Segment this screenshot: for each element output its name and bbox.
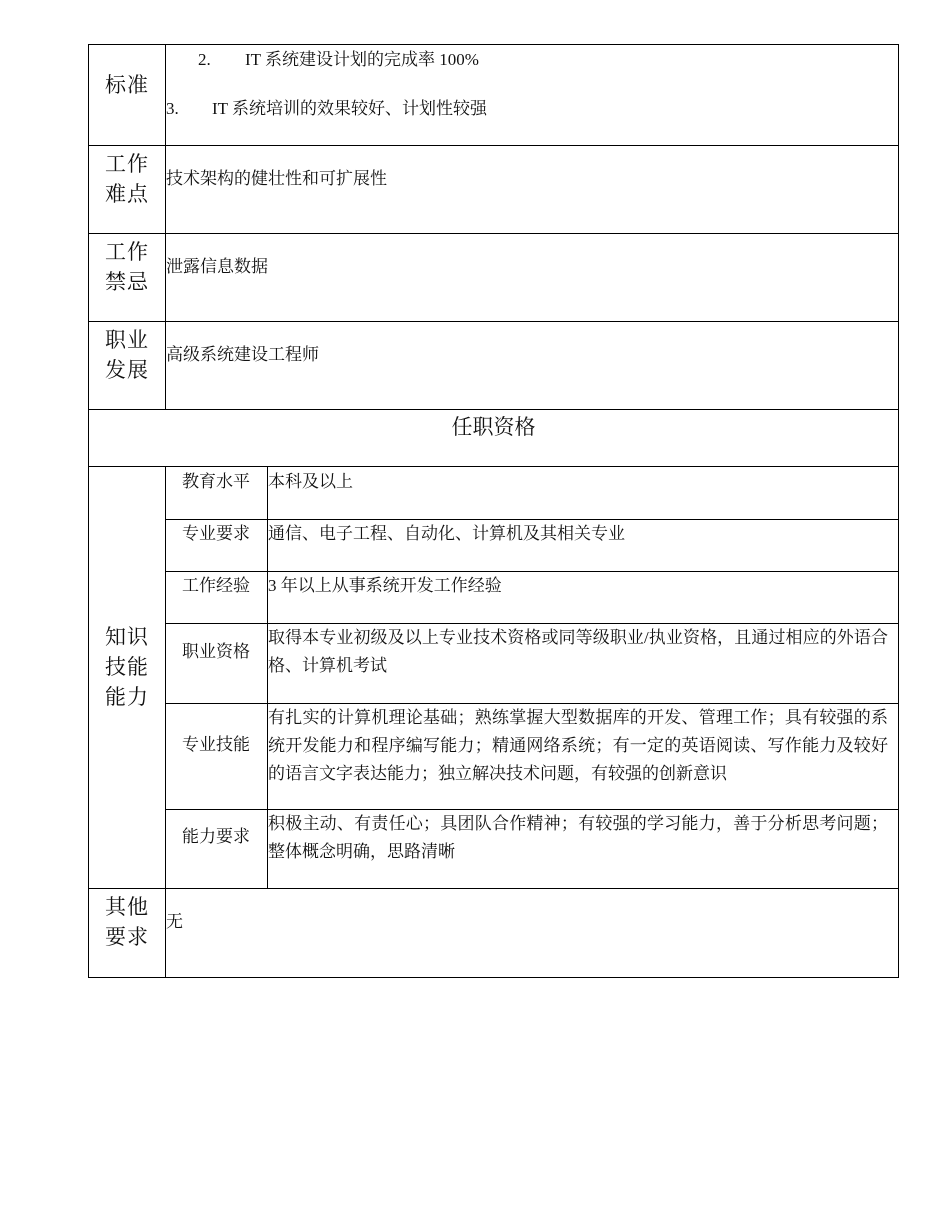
list-number: 2. xyxy=(198,50,211,69)
taboo-text: 泄露信息数据 xyxy=(166,257,268,276)
taboo-label xyxy=(89,237,165,297)
row-divider xyxy=(88,466,899,467)
label-line: 工作 xyxy=(105,152,149,176)
list-text: IT 系统建设计划的完成率 100% xyxy=(245,50,479,69)
skills-label: 专业技能 xyxy=(182,735,250,754)
qualification-title: 任职资格 xyxy=(451,415,536,439)
difficulty-text: 技术架构的健壮性和可扩展性 xyxy=(166,169,387,188)
certification-text: 取得本专业初级及以上专业技术资格或同等级职业/执业资格，且通过相应的外语合格、计算机考试 xyxy=(268,628,888,675)
certification-label: 职业资格 xyxy=(182,642,250,661)
major-label: 专业要求 xyxy=(182,524,250,543)
row-divider xyxy=(88,321,899,322)
label-line: 其他 xyxy=(105,895,149,919)
experience-text: 3 年以上从事系统开发工作经验 xyxy=(268,576,502,595)
experience-label: 工作经验 xyxy=(182,576,250,595)
standard-label: 标准 xyxy=(105,73,149,97)
list-number: 3. xyxy=(166,99,179,118)
label-line: 工作 xyxy=(105,240,149,264)
ability-label: 能力要求 xyxy=(182,827,250,846)
knowledge-skills-label xyxy=(89,622,165,712)
label-line: 职业 xyxy=(105,328,149,352)
other-label xyxy=(89,892,165,952)
skills-text: 有扎实的计算机理论基础；熟练掌握大型数据库的开发、管理工作；具有较强的系统开发能力和程序编写能力；精通网络系统；有一定的英语阅读、写作能力及较好的语言文字表达能力；独立解决技术问题，有较强的创新意识 xyxy=(268,708,888,783)
difficulty-label xyxy=(89,149,165,209)
row-divider xyxy=(88,888,899,889)
label-line: 禁忌 xyxy=(105,270,149,294)
major-text: 通信、电子工程、自动化、计算机及其相关专业 xyxy=(268,524,625,543)
label-line: 能力 xyxy=(105,685,149,709)
standard-item-3 xyxy=(166,95,886,123)
label-line: 发展 xyxy=(105,358,149,382)
education-text: 本科及以上 xyxy=(268,472,353,491)
row-divider xyxy=(88,233,899,234)
label-line: 难点 xyxy=(105,182,149,206)
standard-item-2 xyxy=(198,46,888,74)
career-text: 高级系统建设工程师 xyxy=(166,345,319,364)
education-label: 教育水平 xyxy=(182,472,250,491)
row-divider xyxy=(88,409,899,410)
label-line: 要求 xyxy=(105,925,149,949)
list-text: IT 系统培训的效果较好、计划性较强 xyxy=(212,99,487,118)
row-divider xyxy=(88,145,899,146)
ability-text: 积极主动、有责任心；具团队合作精神；有较强的学习能力，善于分析思考问题；整体概念明确，思路清晰 xyxy=(268,814,888,861)
label-line: 知识 xyxy=(105,625,149,649)
career-label xyxy=(89,325,165,385)
label-line: 技能 xyxy=(105,655,149,679)
other-text: 无 xyxy=(166,912,183,931)
